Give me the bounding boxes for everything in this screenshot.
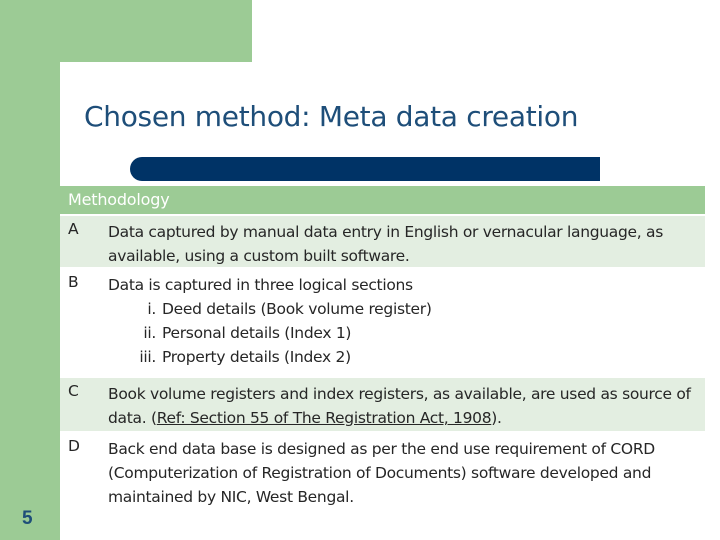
row-text-end: ).: [491, 409, 502, 427]
row-text: Back end data base is designed as per the end use requirement of CORD (Computerization of Registration of Documents) software developed and maintained by NIC, West Bengal.: [108, 440, 655, 506]
sub-list: [108, 297, 699, 369]
table-header: Methodology: [60, 186, 705, 214]
list-item-text: Property details (Index 2): [162, 348, 351, 366]
list-numeral: iii.: [139, 348, 156, 366]
row-text: Book volume registers and index registers, as available, are used as source of data. (: [108, 385, 691, 427]
title-underline-bar: [130, 157, 600, 181]
row-letter: B: [68, 273, 79, 291]
slide-title: Chosen method: Meta data creation: [84, 100, 579, 133]
table-row: [60, 267, 705, 376]
list-item: [108, 297, 699, 321]
list-numeral: i.: [147, 300, 156, 318]
list-item: [108, 345, 699, 369]
list-numeral: ii.: [143, 324, 156, 342]
list-item-text: Deed details (Book volume register): [162, 300, 432, 318]
row-letter: A: [68, 220, 79, 238]
list-item-text: Personal details (Index 1): [162, 324, 352, 342]
table-row: [60, 214, 705, 267]
page-number: 5: [22, 508, 33, 529]
methodology-table: [60, 186, 705, 511]
reference-link[interactable]: Ref: Section 55 of The Registration Act, 1908: [156, 409, 492, 427]
row-letter: C: [68, 382, 79, 400]
left-decoration-strip: [0, 0, 60, 540]
row-text: Data is captured in three logical sections: [108, 276, 413, 294]
list-item: [108, 321, 699, 345]
table-row: [60, 431, 705, 511]
row-text: Data captured by manual data entry in English or vernacular language, as available, using a custom built software.: [108, 223, 664, 265]
table-row: [60, 376, 705, 431]
row-letter: D: [68, 437, 80, 455]
